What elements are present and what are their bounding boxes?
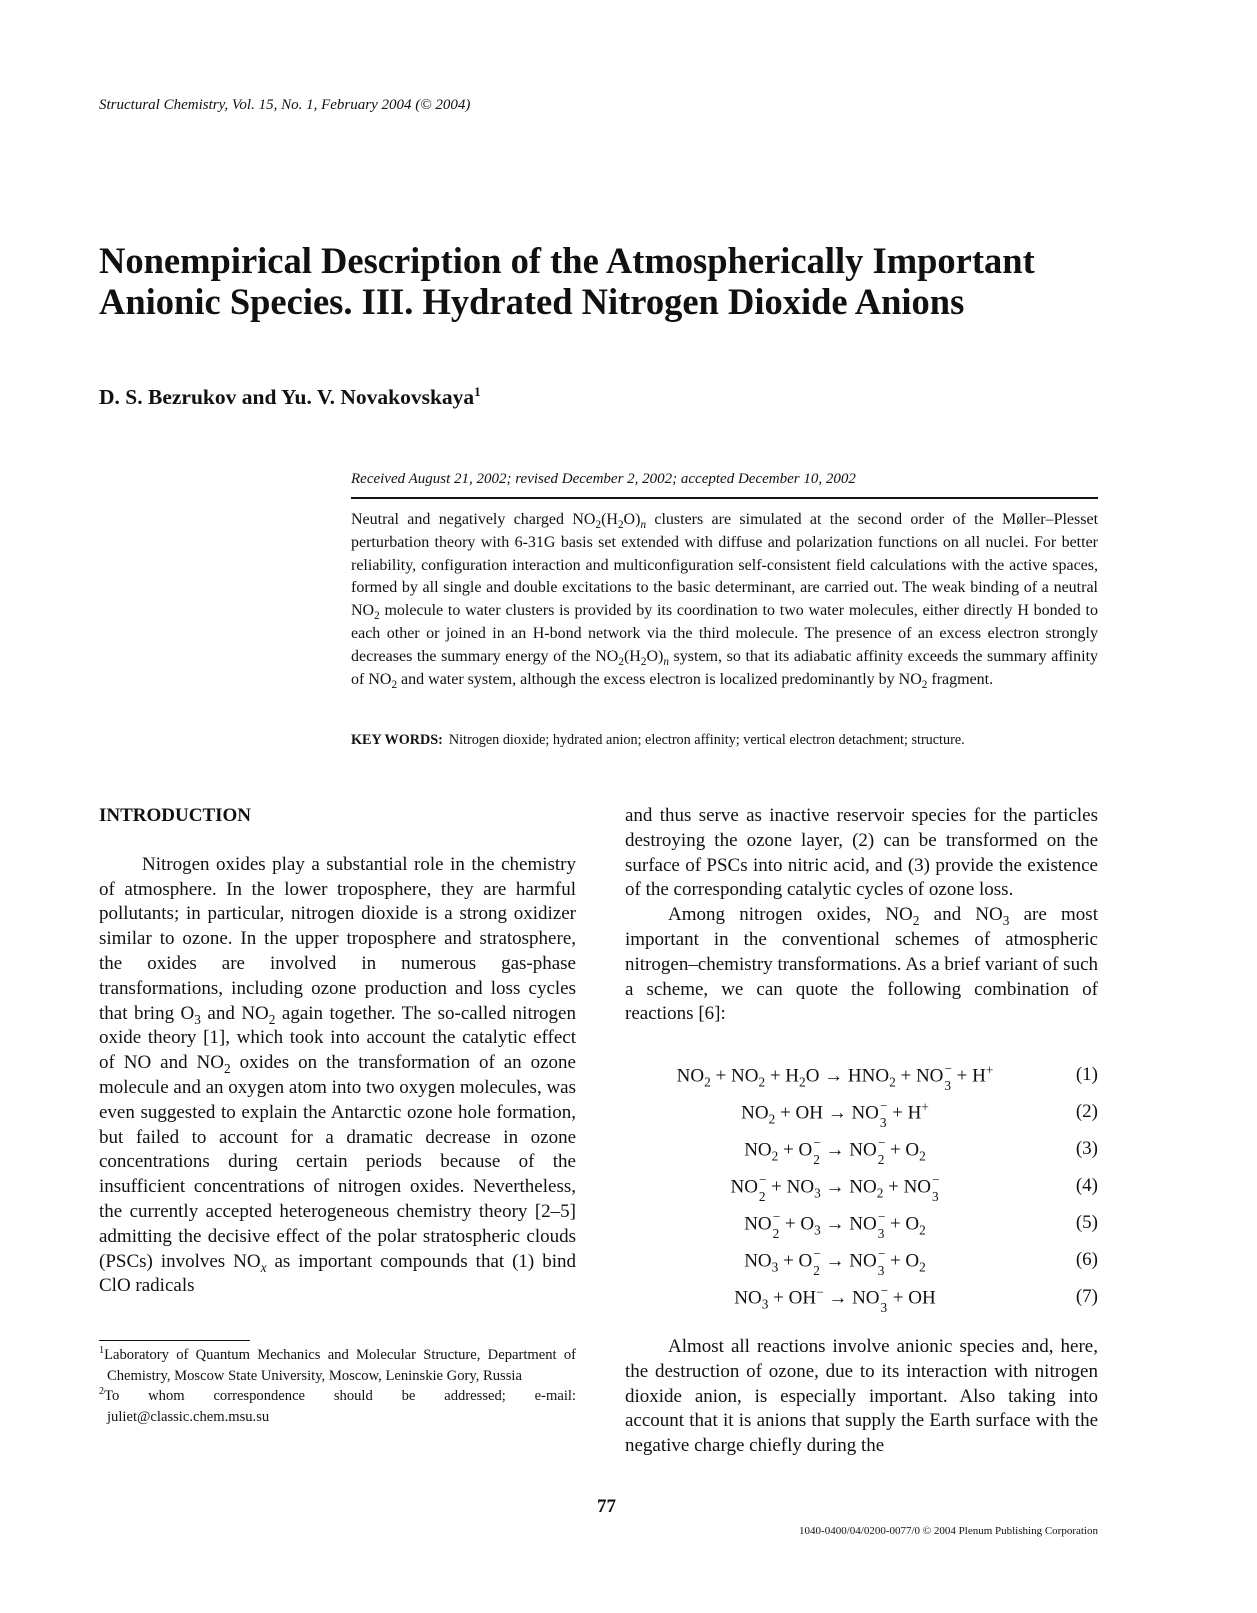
equation-4: NO − 2 + $NO_3 \to NO_2$ + NO − 3 (4) <box>730 1172 1098 1205</box>
reaction-equations <box>625 1061 1098 1323</box>
journal-citation: Structural Chemistry, Vol. 15, No. 1, February 2004 (© 2004) <box>99 97 471 113</box>
page-number: 77 <box>597 1496 616 1517</box>
equation-number: (1) <box>1075 1064 1098 1085</box>
equation-6: $NO_3 + O$ − 2 → NO − 3 + $O_2$ (6) <box>744 1246 1098 1279</box>
footnote-1: $^1$Laboratory of Quantum Mechanics and Molecular Structure, Department of Chemistry, Moscow State University, Moscow, Leninskie Gory, Russia <box>99 1345 576 1384</box>
equation-number: (5) <box>1075 1212 1098 1233</box>
abstract: Neutral and negatively charged $NO_2(H_2O)_n$ clusters are simulated at the second order of the Møller–Plesset perturbation theory with 6-31G basis set extended with diffuse and polarization functions on all nuclei. For better reliability, configuration interaction and multiconfiguration self-consistent field calculations with the active spaces, formed by all single and double excitations to the basic determinant, are carried out. The weak binding of a neutral $NO_2$ molecule to water clusters is provided by its coordination to two water molecules, either directly H bonded to each other or joined in an H-bond network via the third molecule. The presence of an excess electron strongly decreases the summary energy of the $NO_2(H_2O)_n$ system, so that its adiabatic affinity exceeds the summary affinity of $NO_2$ and water system, although the excess electron is localized predominantly by $NO_2$ fragment. <box>351 511 1099 691</box>
paper-title <box>99 240 1099 322</box>
author-names: D. S. Bezrukov and Yu. V. Novakovskaya <box>99 385 475 409</box>
equation-number: (2) <box>1075 1101 1098 1122</box>
footnote-rule <box>99 1340 250 1341</box>
paragraph-nitrogen-oxides: Among nitrogen oxides, $NO_2$ and $NO_3$ are most important in the conventional schemes of atmospheric nitrogen–chemistry transformations. As a brief variant of such a scheme, we can quote the following combination of reactions [6]: <box>625 904 1098 1025</box>
copyright-line: 1040-0400/04/0200-0077/0 © 2004 Plenum Publishing Corporation <box>799 1525 1098 1537</box>
paragraph-continuation: and thus serve as inactive reservoir species for the particles destroying the ozone layer, (2) can be transformed on the surface of PSCs into nitric acid, and (3) provide the existence of the corresponding catalytic cycles of ozone loss. <box>625 805 1098 901</box>
equation-number: (6) <box>1075 1249 1098 1270</box>
equation-5: NO − 2 + $O_3$ → NO − 3 + $O_2$ (5) <box>744 1209 1098 1242</box>
paragraph-anionic-species: Almost all reactions involve anionic species and, here, the destruction of ozone, due to its interaction with nitrogen dioxide anion, is especially important. Also taking into account that it is anions that supply the Earth surface with the negative charge chiefly during the <box>625 1336 1098 1457</box>
footnote-2: $^2$To whom correspondence should be addressed; e-mail: juliet@classic.chem.msu.su <box>99 1386 576 1425</box>
right-column-top <box>625 804 1098 1027</box>
author-footnote-mark: 1 <box>474 383 481 399</box>
title-line-2: Anionic Species. III. Hydrated Nitrogen Dioxide Anions <box>99 281 965 322</box>
authors <box>99 385 481 410</box>
keywords-text: Nitrogen dioxide; hydrated anion; electron affinity; vertical electron detachment; structure. <box>448 732 965 748</box>
section-heading-introduction: INTRODUCTION <box>99 805 252 826</box>
equation-number: (3) <box>1075 1138 1098 1159</box>
equation-number: (4) <box>1075 1175 1098 1196</box>
keywords <box>351 732 1098 749</box>
title-line-1: Nonempirical Description of the Atmospherically Important <box>99 240 1035 281</box>
abstract-rule <box>351 497 1098 499</box>
equation-number: (7) <box>1075 1286 1098 1307</box>
equation-7: $NO_3 + OH^-$ → NO − 3 + OH (7) <box>734 1283 1098 1316</box>
equation-3: $NO_2 + O$ − 2 → NO − 2 + $O_2$ (3) <box>744 1135 1098 1168</box>
footnotes <box>99 1345 576 1427</box>
right-column-bottom <box>625 1335 1098 1459</box>
equation-2: $NO_2$ + OH → NO − 3 + H+ (2) <box>741 1098 1098 1131</box>
keywords-label: KEY WORDS: <box>351 732 443 748</box>
intro-paragraph: Nitrogen oxides play a substantial role in the chemistry of atmosphere. In the lower troposphere, they are harmful pollutants; in particular, nitrogen dioxide is a strong oxidizer similar to ozone. In the upper troposphere and stratosphere, the oxides are involved in numerous gas-phase transformations, including ozone production and loss cycles that bring $O_3$ and $NO_2$ again together. The so-called nitrogen oxide theory [1], which took into account the catalytic effect of NO and $NO_2$ oxides on the transformation of an ozone molecule and an oxygen atom into two oxygen molecules, was even suggested to explain the Antarctic ozone hole formation, but failed to account for a dramatic decrease in ozone concentrations during certain periods because of the insufficient concentrations of nitrogen oxides. Nevertheless, the currently accepted heterogeneous chemistry theory [2–5] admitting the decisive effect of the polar stratospheric clouds (PSCs) involves $NO_x$ as important compounds that (1) bind ClO radicals <box>99 853 577 1297</box>
equation-1: $NO_2 + NO_2 + H_2O \to HNO_2$ + NO − 3 + H+ (1) <box>676 1061 1098 1094</box>
received-dates: Received August 21, 2002; revised December 2, 2002; accepted December 10, 2002 <box>351 471 856 487</box>
left-column <box>99 804 576 1299</box>
